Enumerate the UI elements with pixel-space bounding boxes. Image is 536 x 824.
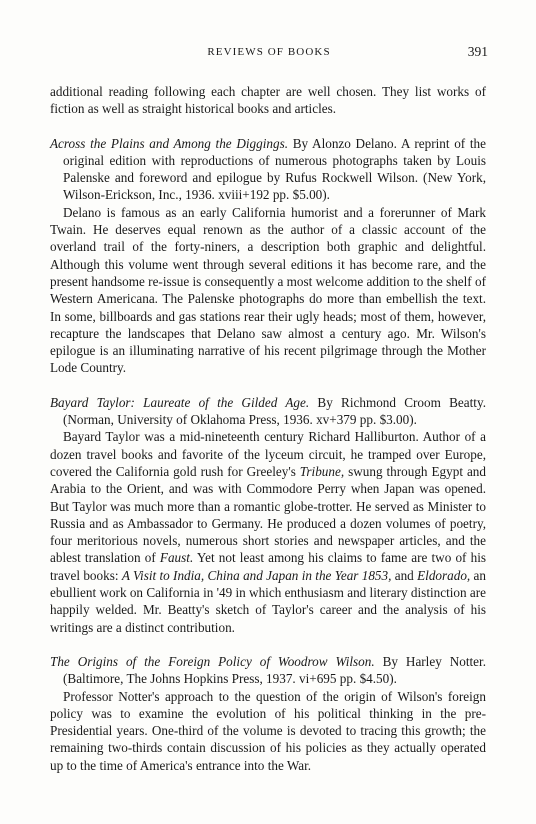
body-text: and xyxy=(391,567,418,583)
page-header xyxy=(50,44,488,60)
citation-details: By Richmond Croom Beatty. (Norman, University of Oklahoma Press, 1936. xv+379 pp. $3.00). xyxy=(63,394,486,428)
section-spacer xyxy=(50,636,486,653)
review-title: The Origins of the Foreign Policy of Woodrow Wilson. xyxy=(50,653,375,669)
section-spacer xyxy=(50,377,486,394)
body-text: an ebullient work on California in '49 in which enthusiasm and literary distinction are happily welded. Mr. Beatty's sketch of Taylor's career and the analysis of his writings are a distinct contribution. xyxy=(50,567,486,635)
running-head: REVIEWS OF BOOKS xyxy=(207,46,331,58)
intro-paragraph: additional reading following each chapter are well chosen. They list works of fiction as well as straight historical books and articles. xyxy=(50,84,486,117)
page-number: 391 xyxy=(467,44,488,59)
body-text: swung through Egypt and Arabia to the Orient, and was with Commodore Perry when Japan was opened. But Taylor was much more than a romantic globe-trotter. He served as Minister to Russia and as Ambassador to Germany. He produced a dozen volumes of poetry, four meritorious novels, numerous short stories and newspaper articles, and the ablest translation of xyxy=(50,463,486,566)
review-body: Delano is famous as an early California humorist and a forerunner of Mark Twain. He deserves equal renown as the author of a classic account of the overland trail of the forty-niners, a description both graphic and delightful. Although this volume went through several editions it has become rare, and the present handsome re-issue is consequently a most welcome addition to the shelf of Western Americana. The Palenske photographs do more than embellish the text. In some, billboards and gas stations rear their ugly heads; most of them, however, recapture the landscapes that Delano saw almost a century ago. Mr. Wilson's epilogue is an illuminating narrative of his recent pilgrimage through the Mother Lode Country. xyxy=(50,204,486,376)
review-body xyxy=(50,428,486,636)
italic-title-visit: A Visit to India, China and Japan in the Year 1853, xyxy=(121,567,392,583)
citation-details: By Alonzo Delano. A reprint of the original edition with reproductions of numerous photographs taken by Louis Palenske and foreword and epilogue by Rufus Rockwell Wilson. (New York, Wilson-Erickson, Inc., 1936. xviii+192 pp. $5.00). xyxy=(63,135,486,203)
citation-details: By Harley Notter. (Baltimore, The Johns Hopkins Press, 1937. vi+695 pp. $4.50). xyxy=(63,653,486,687)
italic-title-faust: Faust. xyxy=(159,550,194,566)
page-body xyxy=(50,83,486,774)
body-text: Yet not least among his claims to fame are two of his travel books: xyxy=(50,550,486,583)
italic-title-eldorado: Eldorado, xyxy=(417,567,471,583)
review-title: Across the Plains and Among the Diggings. xyxy=(50,135,289,151)
review-body: Professor Notter's approach to the question of the origin of Wilson's foreign policy was to examine the evolution of his political thinking in the pre-Presidential years. One-third of the volume is devoted to tracing this growth; the remaining two-thirds contain discussion of his policies as they actually operated up to the time of America's entrance into the War. xyxy=(50,688,486,773)
review-citation xyxy=(50,653,486,688)
body-text: Bayard Taylor was a mid-nineteenth century Richard Halliburton. Author of a dozen travel books and favorite of the lyceum circuit, he tramped over Europe, covered the California gold rush for Greeley's xyxy=(50,429,486,479)
section-spacer xyxy=(50,118,486,135)
review-title: Bayard Taylor: Laureate of the Gilded Age. xyxy=(50,394,310,410)
review-citation xyxy=(50,135,486,204)
review-citation xyxy=(50,394,486,429)
italic-title-tribune: Tribune, xyxy=(299,463,345,479)
